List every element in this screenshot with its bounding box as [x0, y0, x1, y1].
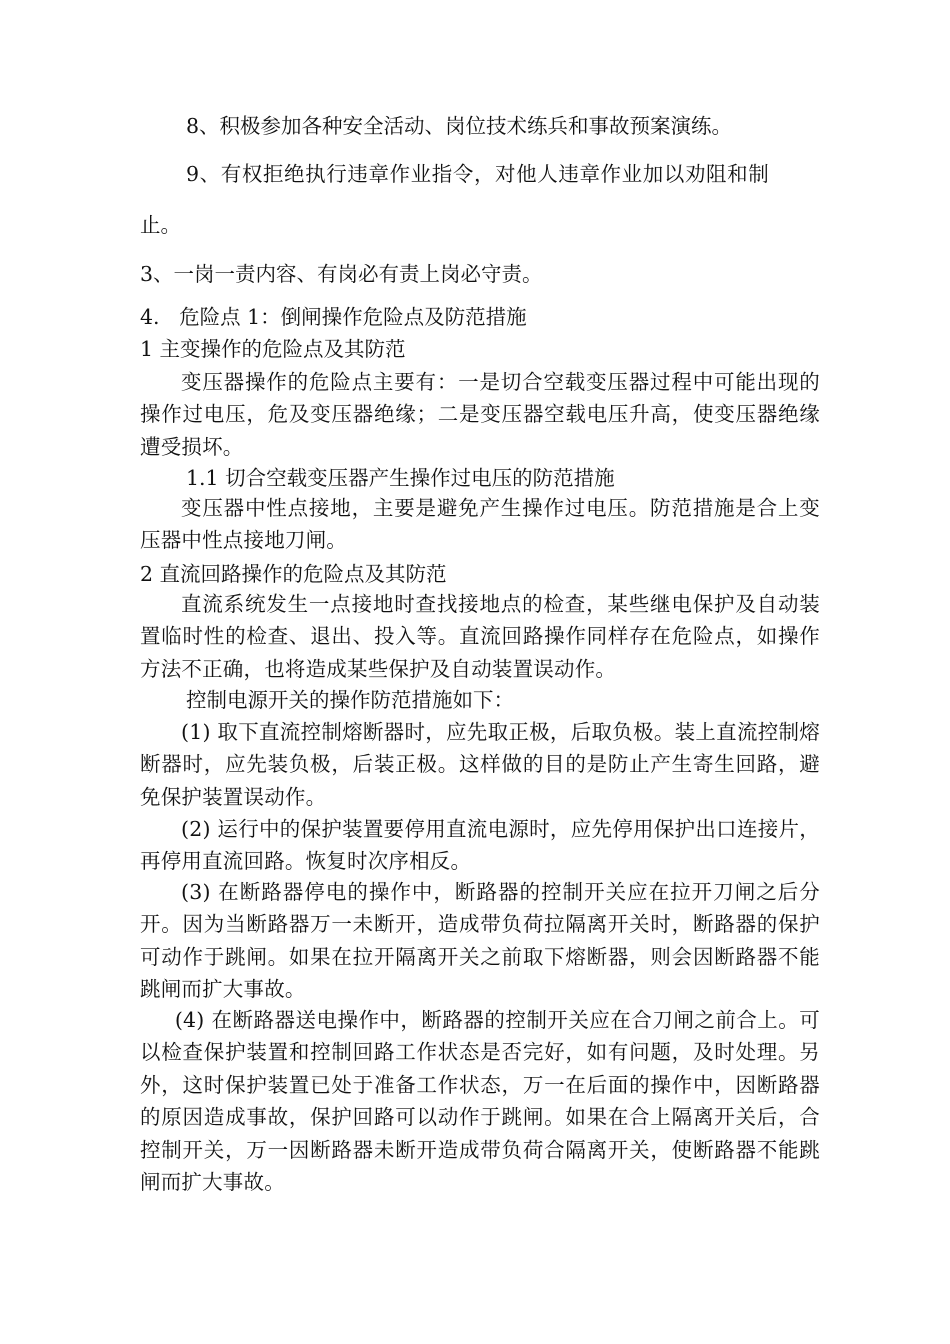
subsection-1-1-paragraph: 变压器中性点接地，主要是避免产生操作过电压。防范措施是合上变压器中性点接地刀闸。: [140, 496, 820, 553]
measure-1: (1) 取下直流控制熔断器时，应先取正极，后取负极。装上直流控制熔断器时，应先装负极，后装正极。这样做的目的是防止产生寄生回路，避免保护装置误动作。: [140, 720, 820, 809]
section-3-heading: 3、一岗一责内容、有岗必有责上岗必守责。: [140, 262, 543, 286]
measure-2: (2) 运行中的保护装置要停用直流电源时，应先停用保护出口连接片，再停用直流回路。恢复时次序相反。: [140, 817, 820, 874]
duty-item-9: 9、有权拒绝执行违章作业指令，对他人违章作业加以劝阻和制: [186, 162, 770, 186]
subsection-1-1-heading: 1.1 切合空载变压器产生操作过电压的防范措施: [186, 466, 615, 490]
duty-item-9-continuation: 止。: [140, 213, 181, 237]
control-measures-intro: 控制电源开关的操作防范措施如下：: [186, 688, 514, 712]
measure-4: (4) 在断路器送电操作中，断路器的控制开关应在合刀闸之前合上。可以检查保护装置和控制回路工作状态是否完好，如有问题，及时处理。另外，这时保护装置已处于准备工作状态，万一在后面的操作中，因断路器的原因造成事故，保护回路可以动作于跳闸。如果在合上隔离开关后，合控制开关，万一因断路器未断开造成带负荷合隔离开关，使断路器不能跳闸而扩大事故。: [140, 1008, 820, 1195]
subsection-1-heading: 1 主变操作的危险点及其防范: [140, 337, 406, 361]
section-4-heading: 4. 危险点 1：倒闸操作危险点及防范措施: [140, 305, 527, 329]
subsection-1-paragraph: 变压器操作的危险点主要有：一是切合空载变压器过程中可能出现的操作过电压，危及变压器绝缘；二是变压器空载电压升高，使变压器绝缘遭受损坏。: [140, 370, 820, 459]
subsection-2-paragraph: 直流系统发生一点接地时查找接地点的检查，某些继电保护及自动装置临时性的检查、退出、投入等。直流回路操作同样存在危险点，如操作方法不正确，也将造成某些保护及自动装置误动作。: [140, 592, 820, 681]
duty-item-8: 8、积极参加各种安全活动、岗位技术练兵和事故预案演练。: [186, 114, 733, 138]
measure-3: (3) 在断路器停电的操作中，断路器的控制开关应在拉开刀闸之后分开。因为当断路器万一未断开，造成带负荷拉隔离开关时，断路器的保护可动作于跳闸。如果在拉开隔离开关之前取下熔断器，则会因断路器不能跳闸而扩大事故。: [140, 880, 820, 1002]
subsection-2-heading: 2 直流回路操作的危险点及其防范: [140, 562, 447, 586]
